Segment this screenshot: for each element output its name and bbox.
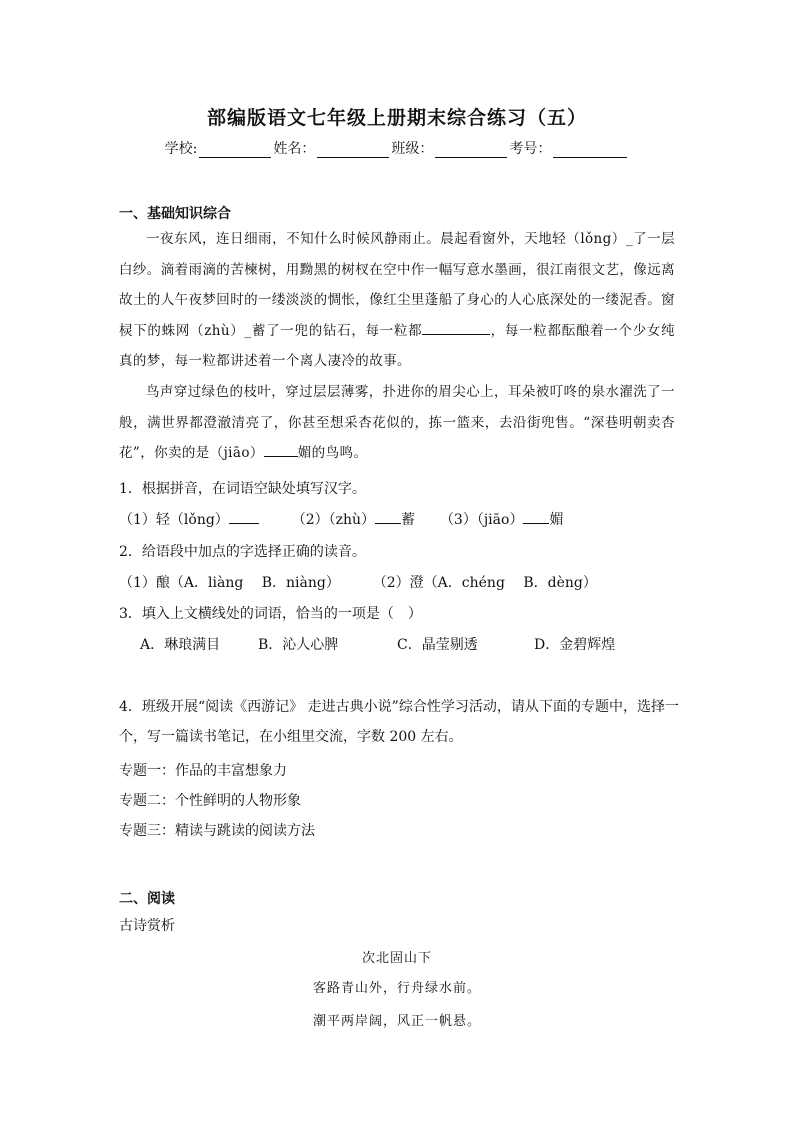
topic-1: 专题一：作品的丰富想象力 bbox=[119, 763, 287, 779]
subsection-poetry: 古诗赏析 bbox=[119, 918, 175, 934]
question-1-items bbox=[119, 509, 563, 529]
topic-3: 专题三：精读与跳读的阅读方法 bbox=[119, 823, 315, 839]
q1-item-1: （1）轻（lǒng） bbox=[119, 512, 229, 528]
paragraph-1-text-b: ，每一粒都酝酿着一个少女纯真的梦，每一粒都讲述着一个离人凄冷的故事。 bbox=[119, 322, 675, 369]
section-heading-basics: 一、基础知识综合 bbox=[119, 206, 231, 222]
q1-item-3: （3）（jiāo） bbox=[439, 512, 524, 528]
answer-blank-q3[interactable] bbox=[422, 321, 490, 335]
class-label: 班级： bbox=[391, 141, 434, 157]
poem-line-2: 潮平两岸阔，风正一帆悬。 bbox=[312, 1014, 481, 1029]
school-field[interactable] bbox=[199, 143, 271, 158]
q1-item-2: （2）（zhù） bbox=[291, 512, 376, 528]
q1-item-2-tail: 蓄 bbox=[401, 512, 416, 528]
poem-title: 次北固山下 bbox=[361, 951, 432, 966]
reading-paragraph-2 bbox=[119, 377, 675, 469]
q3-option-b[interactable]: B．沁人心脾 bbox=[258, 637, 339, 653]
question-3: 3．填入上文横线处的词语，恰当的一项是（ ） bbox=[119, 606, 422, 622]
name-field[interactable] bbox=[317, 143, 389, 158]
page-title: 部编版语文七年级上册期末综合练习（五） bbox=[206, 107, 587, 129]
q1-blank-3[interactable] bbox=[523, 510, 549, 524]
reading-paragraph-1 bbox=[119, 224, 675, 377]
question-4: 4．班级开展“阅读《西游记》 走进古典小说”综合性学习活动，请从下面的专题中，选择一个，写一篇读书笔记，在小组里交流，字数 200 左右。 bbox=[119, 699, 679, 745]
exam-no-field[interactable] bbox=[553, 143, 627, 158]
question-2: 2．给语段中加点的字选择正确的读音。 bbox=[119, 544, 366, 560]
paragraph-1-text-a: 一夜东风，连日细雨，不知什么时候风静雨止。晨起看窗外，天地轻（lǒng）_了一层白纱。滴着雨滴的苦楝树，用黝黑的树杈在空中作一幅写意水墨画，很江南很文艺，像远离故土的人午夜梦回时的一缕淡淡的惆怅，像红尘里蓬船了身心的人心底深处的一缕泥香。窗棂下的蛛网（zhù）_蓄了一兜的钻石，每一粒都 bbox=[119, 231, 675, 339]
q1-item-3-tail: 媚 bbox=[549, 512, 564, 528]
poem-line-1: 客路青山外，行舟绿水前。 bbox=[312, 981, 481, 996]
question-2-items bbox=[119, 572, 597, 592]
answer-blank-jiao[interactable] bbox=[264, 443, 298, 457]
exam-no-label: 考号： bbox=[509, 141, 552, 157]
q1-blank-1[interactable] bbox=[229, 510, 259, 524]
q1-blank-2[interactable] bbox=[375, 510, 401, 524]
question-1: 1．根据拼音，在词语空缺处填写汉字。 bbox=[119, 481, 366, 497]
section-heading-reading: 二、阅读 bbox=[119, 891, 175, 907]
student-info-row bbox=[0, 138, 794, 158]
q3-option-a[interactable]: A．琳琅满目 bbox=[140, 637, 221, 653]
q3-option-d[interactable]: D．金碧辉煌 bbox=[534, 637, 616, 653]
name-label: 姓名： bbox=[273, 141, 316, 157]
paragraph-2-text-b: 媚的鸟鸣。 bbox=[297, 445, 368, 461]
q3-option-c[interactable]: C．晶莹剔透 bbox=[397, 637, 478, 653]
q2-item-2: （2）澄（A．chéng B．dèng） bbox=[372, 575, 597, 591]
paragraph-2-text-a: 鸟声穿过绿色的枝叶，穿过层层薄雾，扑进你的眉尖心上，耳朵被叮咚的泉水濯洗了一般，满世界都澄澈清亮了，你甚至想采杏花似的，拣一篮来，去沿街兜售。“深巷明朝卖杏花”，你卖的是（jiāo） bbox=[119, 384, 675, 461]
class-field[interactable] bbox=[435, 143, 507, 158]
topic-2: 专题二：个性鲜明的人物形象 bbox=[119, 793, 301, 809]
school-label: 学校: bbox=[164, 141, 198, 157]
q2-item-1: （1）酿（A．liàng B．niàng） bbox=[119, 575, 340, 591]
